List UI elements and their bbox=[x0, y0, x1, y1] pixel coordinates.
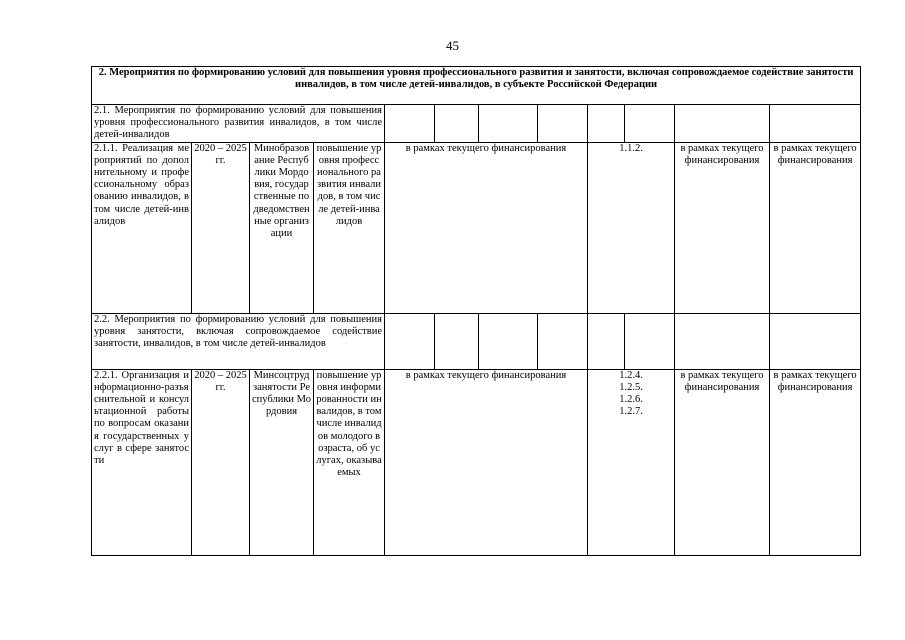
empty-cell bbox=[625, 105, 675, 143]
empty-cell bbox=[770, 105, 861, 143]
empty-cell bbox=[675, 313, 770, 369]
subsection-title: 2.1. Мероприятия по формированию условий для повышения уровня профессионального развития инвалидов, в том числе детей-инвалидов bbox=[92, 105, 385, 143]
empty-cell bbox=[479, 313, 538, 369]
measure-col-b: в рамках текущего финансирования bbox=[770, 369, 861, 555]
measures-table bbox=[91, 66, 861, 556]
measure-financing: в рамках текущего финансирования bbox=[385, 369, 588, 555]
empty-cell bbox=[588, 105, 625, 143]
measure-col-a: в рамках текущего финансирования bbox=[675, 142, 770, 313]
empty-cell bbox=[385, 313, 435, 369]
measure-period: 2020 – 2025 гг. bbox=[192, 142, 250, 313]
empty-cell bbox=[588, 313, 625, 369]
table-row bbox=[92, 313, 861, 369]
measure-financing: в рамках текущего финансирования bbox=[385, 142, 588, 313]
measure-result: повышение уровня информированности инвалидов, в том числе инвалидов молодого возраста, об услугах, оказываемых bbox=[314, 369, 385, 555]
section-header: 2. Мероприятия по формированию условий для повышения уровня профессионального развития и занятости, включая сопровождаемое содействие занятости инвалидов, в том числе детей-инвалидов, в субъекте Российской Федерации bbox=[92, 67, 861, 105]
empty-cell bbox=[538, 105, 588, 143]
empty-cell bbox=[385, 105, 435, 143]
empty-cell bbox=[435, 105, 479, 143]
page-number: 45 bbox=[446, 38, 459, 53]
table-row bbox=[92, 369, 861, 555]
measure-indicators: 1.2.4. 1.2.5. 1.2.6. 1.2.7. bbox=[588, 369, 675, 555]
measure-indicators: 1.1.2. bbox=[588, 142, 675, 313]
measure-period: 2020 – 2025 гг. bbox=[192, 369, 250, 555]
empty-cell bbox=[479, 105, 538, 143]
measure-name: 2.2.1. Организация информационно-разъяснительной и консультационной работы по вопросам оказания государственных услуг в сфере занятости bbox=[92, 369, 192, 555]
subsection-title: 2.2. Мероприятия по формированию условий для повышения уровня занятости, включая сопровождаемое содействие занятости, инвалидов, в том числе детей-инвалидов bbox=[92, 313, 385, 369]
empty-cell bbox=[675, 105, 770, 143]
empty-cell bbox=[538, 313, 588, 369]
measure-name: 2.1.1. Реализация мероприятий по дополнительному и профессиональному образованию инвалидов, в том числе детей-инвалидов bbox=[92, 142, 192, 313]
measure-executor: Минобразование Республики Мордовия, государственные подведомственные организации bbox=[250, 142, 314, 313]
measure-executor: Минсоцтрудзанятости Республики Мордовия bbox=[250, 369, 314, 555]
measure-col-b: в рамках текущего финансирования bbox=[770, 142, 861, 313]
table-row bbox=[92, 105, 861, 143]
empty-cell bbox=[625, 313, 675, 369]
empty-cell bbox=[770, 313, 861, 369]
table-row bbox=[92, 142, 861, 313]
measure-result: повышение уровня профессионального развития инвалидов, в том числе детей-инвалидов bbox=[314, 142, 385, 313]
measure-col-a: в рамках текущего финансирования bbox=[675, 369, 770, 555]
empty-cell bbox=[435, 313, 479, 369]
